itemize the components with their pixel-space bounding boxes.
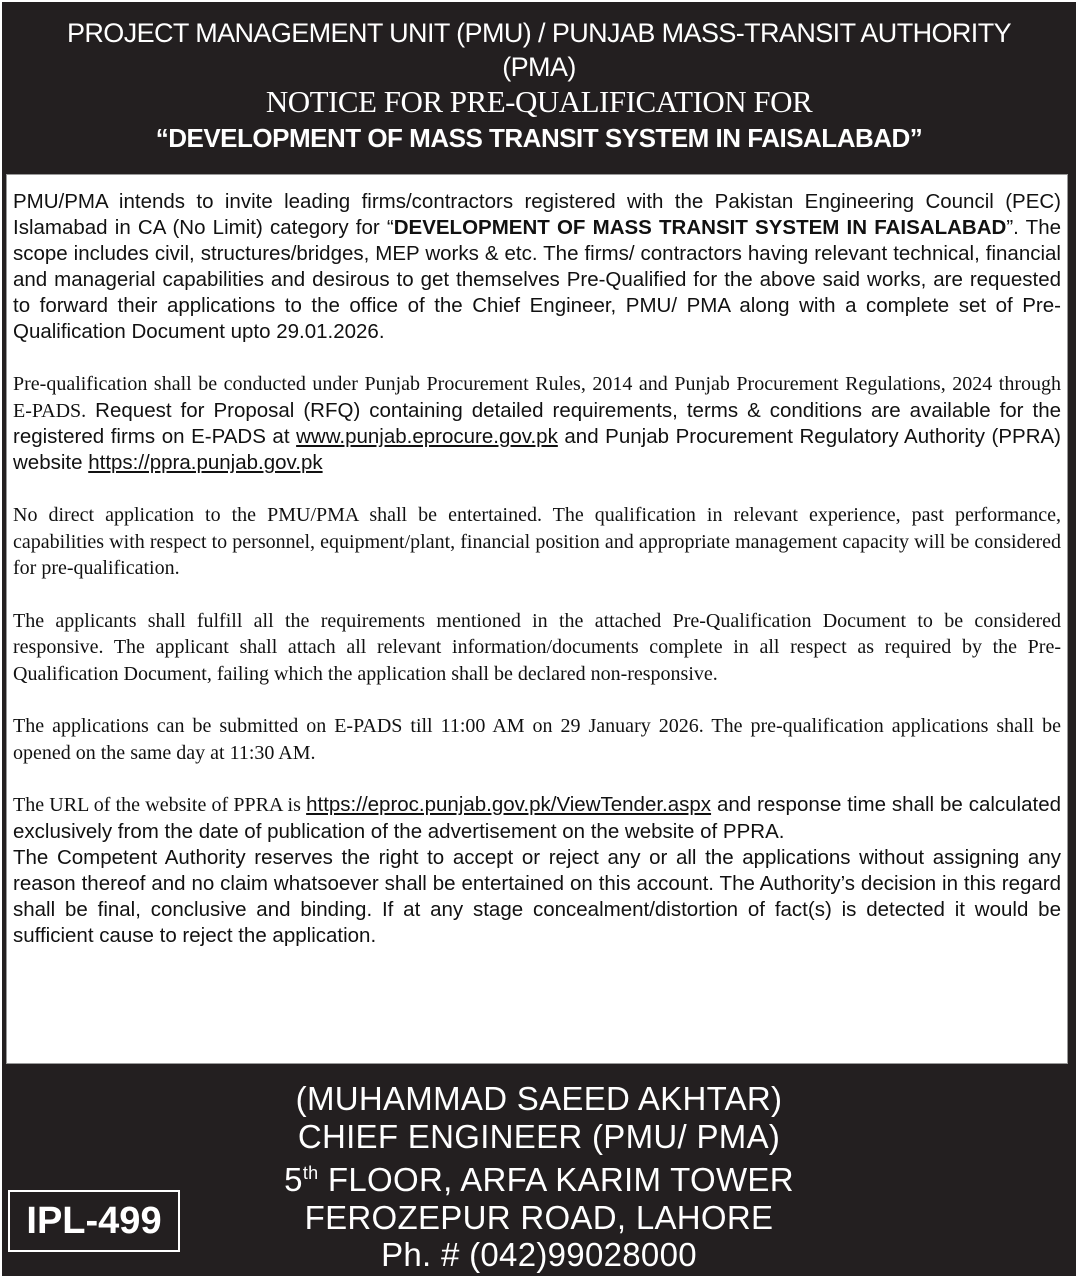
text: and Punjab Procurement Regulatory Authority (PPRA) website [13,425,1061,474]
notice-title: NOTICE FOR PRE-QUALIFICATION FOR [265,84,813,119]
org-abbrev: (PMA) [502,52,576,82]
text: and response time shall be calculated exclusively from the date of publication of the advertisement on the website of PPRA. [13,793,1061,843]
paragraph-invitation [13,189,1061,345]
notice-header [2,2,1076,170]
notice-body [6,174,1068,1064]
text: ”. The scope includes civil, structures/bridges, MEP works & etc. The firms/ contractors having relevant technical, financial and managerial capabilities and desirous to get themselves Pre-Qualified for the above said works, are requested to forward their applications to the office of the Chief Engineer, PMU/ PMA along with a complete set of Pre-Qualification Document upto 29.01.2026. [13,216,1062,343]
org-line: PROJECT MANAGEMENT UNIT (PMU) / PUNJAB MASS-TRANSIT AUTHORITY [67,18,1011,48]
ppra-link[interactable]: https://ppra.punjab.gov.pk [88,451,323,474]
officer-title: CHIEF ENGINEER (PMU/ PMA) [297,1117,781,1155]
paragraph-requirements: The applicants shall fulfill all the requirements mentioned in the attached Pre-Qualification Document to be considered responsive. The applicant shall attach all relevant information/documents complete in all respect as required by the Pre-Qualification Document, failing which the application shall be declared non-responsive. [13,609,1061,685]
project-name: DEVELOPMENT OF MASS TRANSIT SYSTEM IN FAISALABAD [393,216,1007,239]
floor-text: FLOOR, ARFA KARIM TOWER [318,1161,794,1198]
eprocure-link[interactable]: www.punjab.eprocure.gov.pk [296,425,558,448]
text: Request for Proposal (RFQ) containing detailed requirements, terms & conditions are available for the registered firms on E-PADS at [13,398,1061,448]
floor-suffix: th [302,1163,319,1183]
phone-number: Ph. # (042)99028000 [381,1236,697,1273]
officer-name: (MUHAMMAD SAEED AKHTAR) [295,1080,783,1117]
paragraph-procurement [13,371,1061,476]
floor-number: 5 [284,1161,303,1198]
view-tender-link[interactable]: https://eproc.punjab.gov.pk/ViewTender.aspx [306,793,712,816]
paragraph-authority: The Competent Authority reserves the right to accept or reject any or all the applications without assigning any reason thereof and no claim whatsoever shall be entertained on this account. The Authority’s decision in this regard shall be final, conclusive and binding. If at any stage concealment/distortion of fact(s) is detected it would be sufficient cause to reject the application. [13,845,1061,947]
organization-name [2,16,1076,84]
text: Pre-qualification shall be conducted under Punjab Procurement Rules, 2014 and Punjab Procurement Regulations, 2024 through E-PADS. [13,373,1061,422]
ipl-number-badge: IPL-499 [8,1190,180,1252]
address-road: FEROZEPUR ROAD, LAHORE [304,1198,774,1236]
paragraph-submission: The applications can be submitted on E-PADS till 11:00 AM on 29 January 2026. The pre-qualification applications shall be opened on the same day at 11:30 AM. [13,715,1061,764]
paragraph-qualification: No direct application to the PMU/PMA shall be entertained. The qualification in relevant experience, past performance, capabilities with respect to personnel, equipment/plant, financial position and appropriate management capacity will be considered for pre-qualification. [13,504,1061,579]
project-title: “DEVELOPMENT OF MASS TRANSIT SYSTEM IN FAISALABAD” [155,123,923,153]
text: PMU/PMA intends to invite leading firms/contractors registered with the Pakistan Engineering Council (PEC) Islamabad in CA (No Limit) category for “ [13,190,1061,239]
paragraph-url [13,792,1061,845]
text: The URL of the website of PPRA is [13,794,307,816]
advertisement [2,2,1076,1276]
